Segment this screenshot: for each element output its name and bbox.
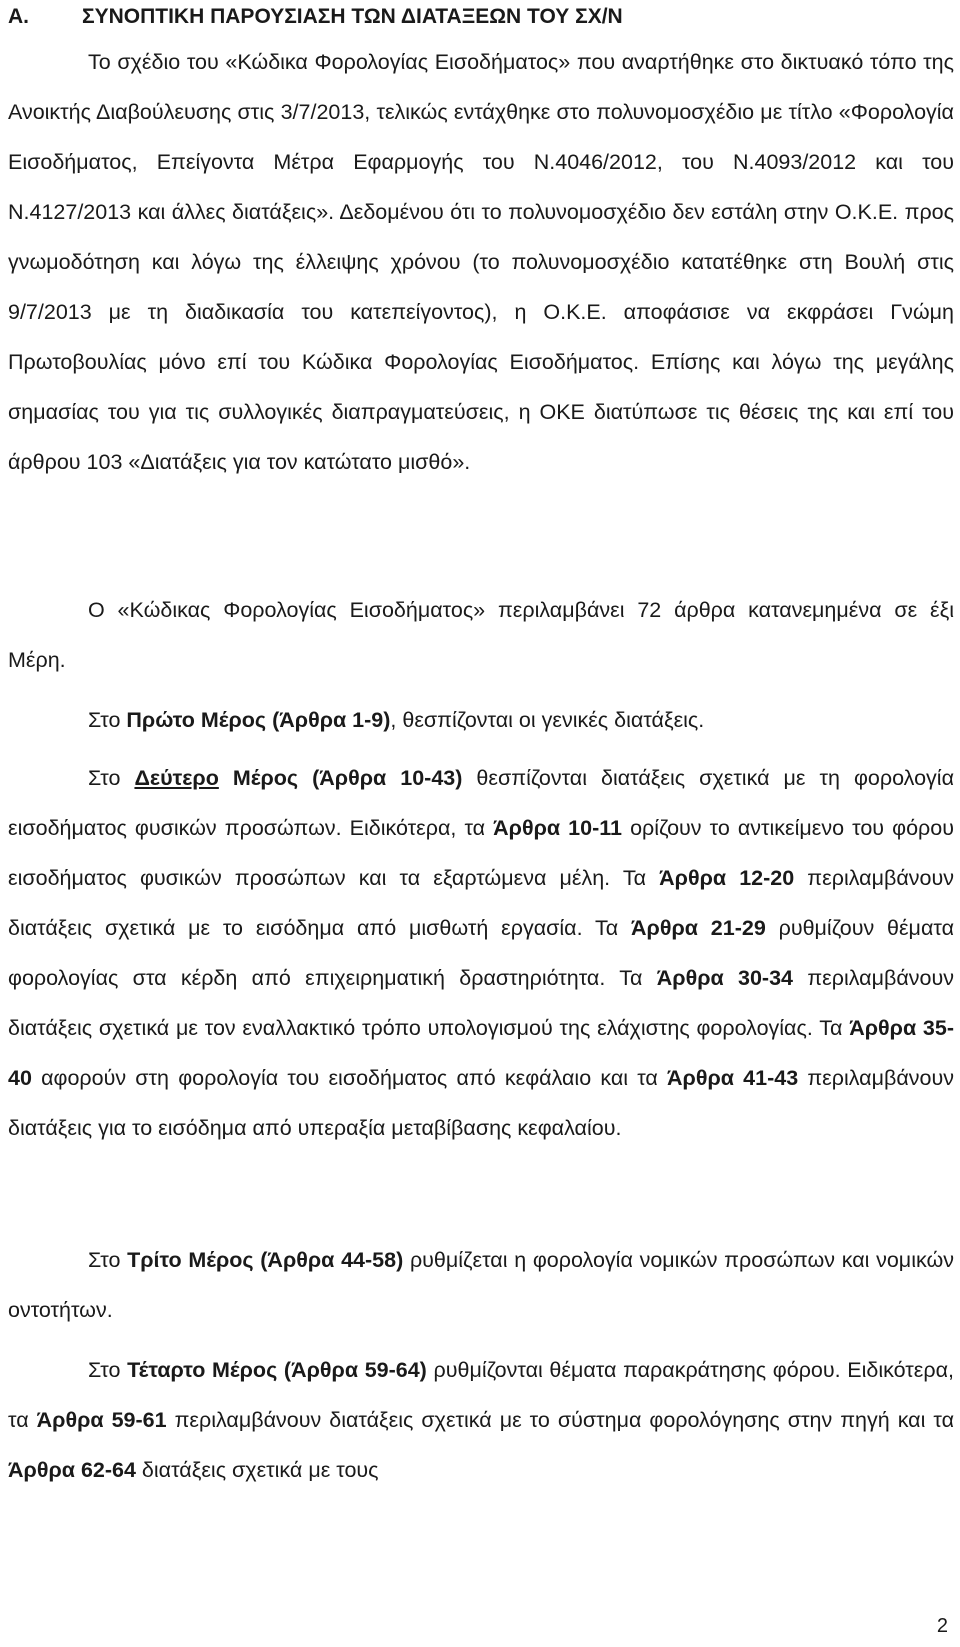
paragraph-overview: Ο «Κώδικας Φορολογίας Εισοδήματος» περιλαμβάνει 72 άρθρα κατανεμημένα σε έξι Μέρη. <box>8 598 954 672</box>
paragraph-part-two <box>8 753 954 1153</box>
articles-ref: Άρθρα 59-61 <box>36 1408 167 1432</box>
text: διατάξεις σχετικά με τους <box>135 1458 379 1482</box>
articles-ref: Άρθρα 30-34 <box>656 966 794 990</box>
page-number: 2 <box>936 1615 948 1637</box>
text: Στο <box>88 766 135 790</box>
articles-ref: Άρθρα 12-20 <box>659 866 795 890</box>
text: ορίζουν το αντικείμενο του φόρου εισοδήματος φυσικών προσώπων και τα εξαρτώμενα μέλη. Τα <box>8 816 954 890</box>
text: ρυθμίζεται η φορολογία νομικών προσώπων και νομικών οντοτήτων. <box>8 1248 954 1322</box>
articles-ref: Άρθρα 21-29 <box>631 916 766 940</box>
paragraph-part-one <box>8 695 954 745</box>
part-two-articles: Μέρος (Άρθρα 10-43) <box>218 766 463 790</box>
paragraph-part-four <box>8 1345 954 1495</box>
text: ρυθμίζουν θέματα φορολογίας στα κέρδη από επιχειρηματική δραστηριότητα. Τα <box>8 916 954 990</box>
paragraph-intro: Το σχέδιο του «Κώδικα Φορολογίας Εισοδήματος» που αναρτήθηκε στο δικτυακό τόπο της Ανοικτής Διαβούλευσης στις 3/7/2013, τελικώς εντάχθηκε στο πολυνομοσχέδιο με τίτλο «Φορολογία Εισοδήματος, Επείγοντα Μέτρα Εφαρμογής του Ν.4046/2012, του Ν.4093/2012 και του Ν.4127/2013 και άλλες διατάξεις». Δεδομένου ότι το πολυνομοσχέδιο δεν εστάλη στην Ο.Κ.Ε. προς γνωμοδότηση και λόγω της έλλειψης χρόνου (το πολυνομοσχέδιο κατατέθηκε στη Βουλή στις 9/7/2013 με τη διαδικασία του κατεπείγοντος), η Ο.Κ.Ε. αποφάσισε να εκφράσει Γνώμη Πρωτοβουλίας μόνο επί του Κώδικα Φορολογίας Εισοδήματος. Επίσης και λόγω της μεγάλης σημασίας του για τις συλλογικές διαπραγματεύσεις, η ΟΚΕ διατύπωσε τις θέσεις της και επί του άρθρου 103 «Διατάξεις για τον κατώτατο μισθό». <box>8 50 954 474</box>
text: Στο <box>88 1358 128 1382</box>
text: , θεσπίζονται οι γενικές διατάξεις. <box>390 708 705 732</box>
part-three-ref: Τρίτο Μέρος (Άρθρα 44-58) <box>127 1248 404 1272</box>
articles-ref: Άρθρα 35-40 <box>8 1016 954 1090</box>
text: περιλαμβάνουν διατάξεις για το εισόδημα από υπεραξία μεταβίβασης κεφαλαίου. <box>8 1066 955 1140</box>
section-title: ΣΥΝΟΠΤΙΚΗ ΠΑΡΟΥΣΙΑΣΗ ΤΩΝ ΔΙΑΤΑΞΕΩΝ ΤΟΥ ΣΧ/Ν <box>82 5 623 28</box>
section-letter: Α. <box>8 5 29 28</box>
text: θεσπίζονται διατάξεις σχετικά με τη φορολογία εισοδήματος φυσικών προσώπων. Ειδικότερα, τα <box>8 766 954 840</box>
text: Στο <box>88 1248 128 1272</box>
articles-ref: Άρθρα 41-43 <box>667 1066 799 1090</box>
text: Στο <box>88 708 127 732</box>
articles-ref: Άρθρα 10-11 <box>493 816 622 840</box>
part-two-ref <box>134 766 462 790</box>
text: περιλαμβάνουν διατάξεις σχετικά με τον εναλλακτικό τρόπο υπολογισμού της ελάχιστης φορολογίας. Τα <box>8 966 954 1040</box>
text: περιλαμβάνουν διατάξεις σχετικά με το εισόδημα από μισθωτή εργασία. Τα <box>8 866 954 940</box>
section-heading <box>8 2 948 32</box>
part-four-ref: Τέταρτο Μέρος (Άρθρα 59-64) <box>127 1358 427 1382</box>
text: περιλαμβάνουν διατάξεις σχετικά με το σύστημα φορολόγησης στην πηγή και τα <box>166 1408 955 1432</box>
text: ρυθμίζονται θέματα παρακράτησης φόρου. Ειδικότερα, τα <box>8 1358 954 1432</box>
paragraph-part-three <box>8 1235 954 1335</box>
text: αφορούν στη φορολογία του εισοδήματος από κεφάλαιο και τα <box>31 1066 668 1090</box>
part-two-underlined: Δεύτερο <box>134 766 219 790</box>
part-one-ref: Πρώτο Μέρος (Άρθρα 1-9) <box>126 708 391 732</box>
articles-ref: Άρθρα 62-64 <box>8 1458 136 1482</box>
